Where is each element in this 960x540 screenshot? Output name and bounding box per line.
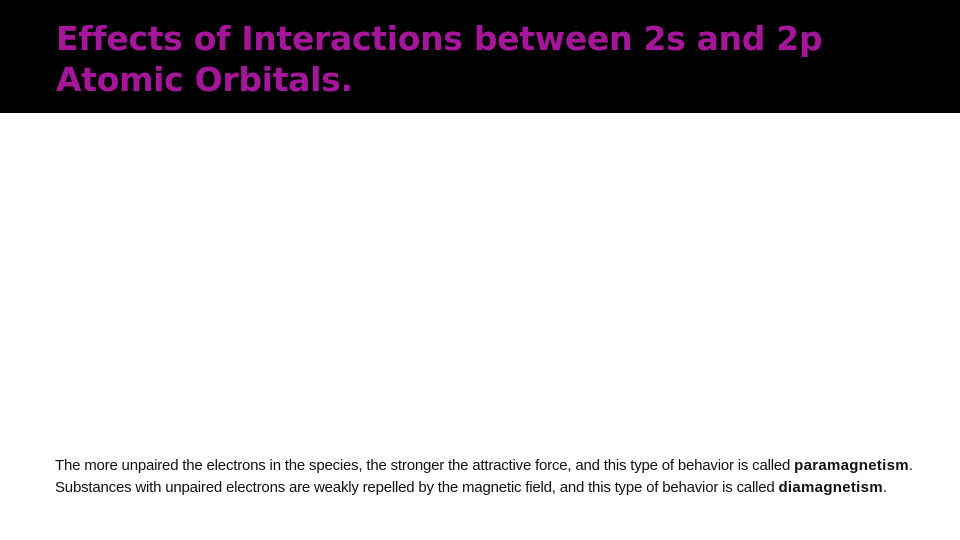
body-text-part-2: . Substances with unpaired electrons are weakly repelled by the magnetic field, and this type of behavior is called [55, 457, 913, 496]
term-paramagnetism: paramagnetism [794, 457, 909, 474]
title-bar [0, 0, 960, 113]
body-text-part-1: The more unpaired the electrons in the species, the stronger the attractive force, and this type of behavior is called [55, 457, 795, 474]
body-text-part-3: . [882, 479, 887, 496]
slide-title: Effects of Interactions between 2s and 2p Atomic Orbitals. [56, 19, 823, 99]
term-diamagnetism: diamagnetism [778, 479, 883, 496]
body-paragraph [55, 455, 925, 499]
